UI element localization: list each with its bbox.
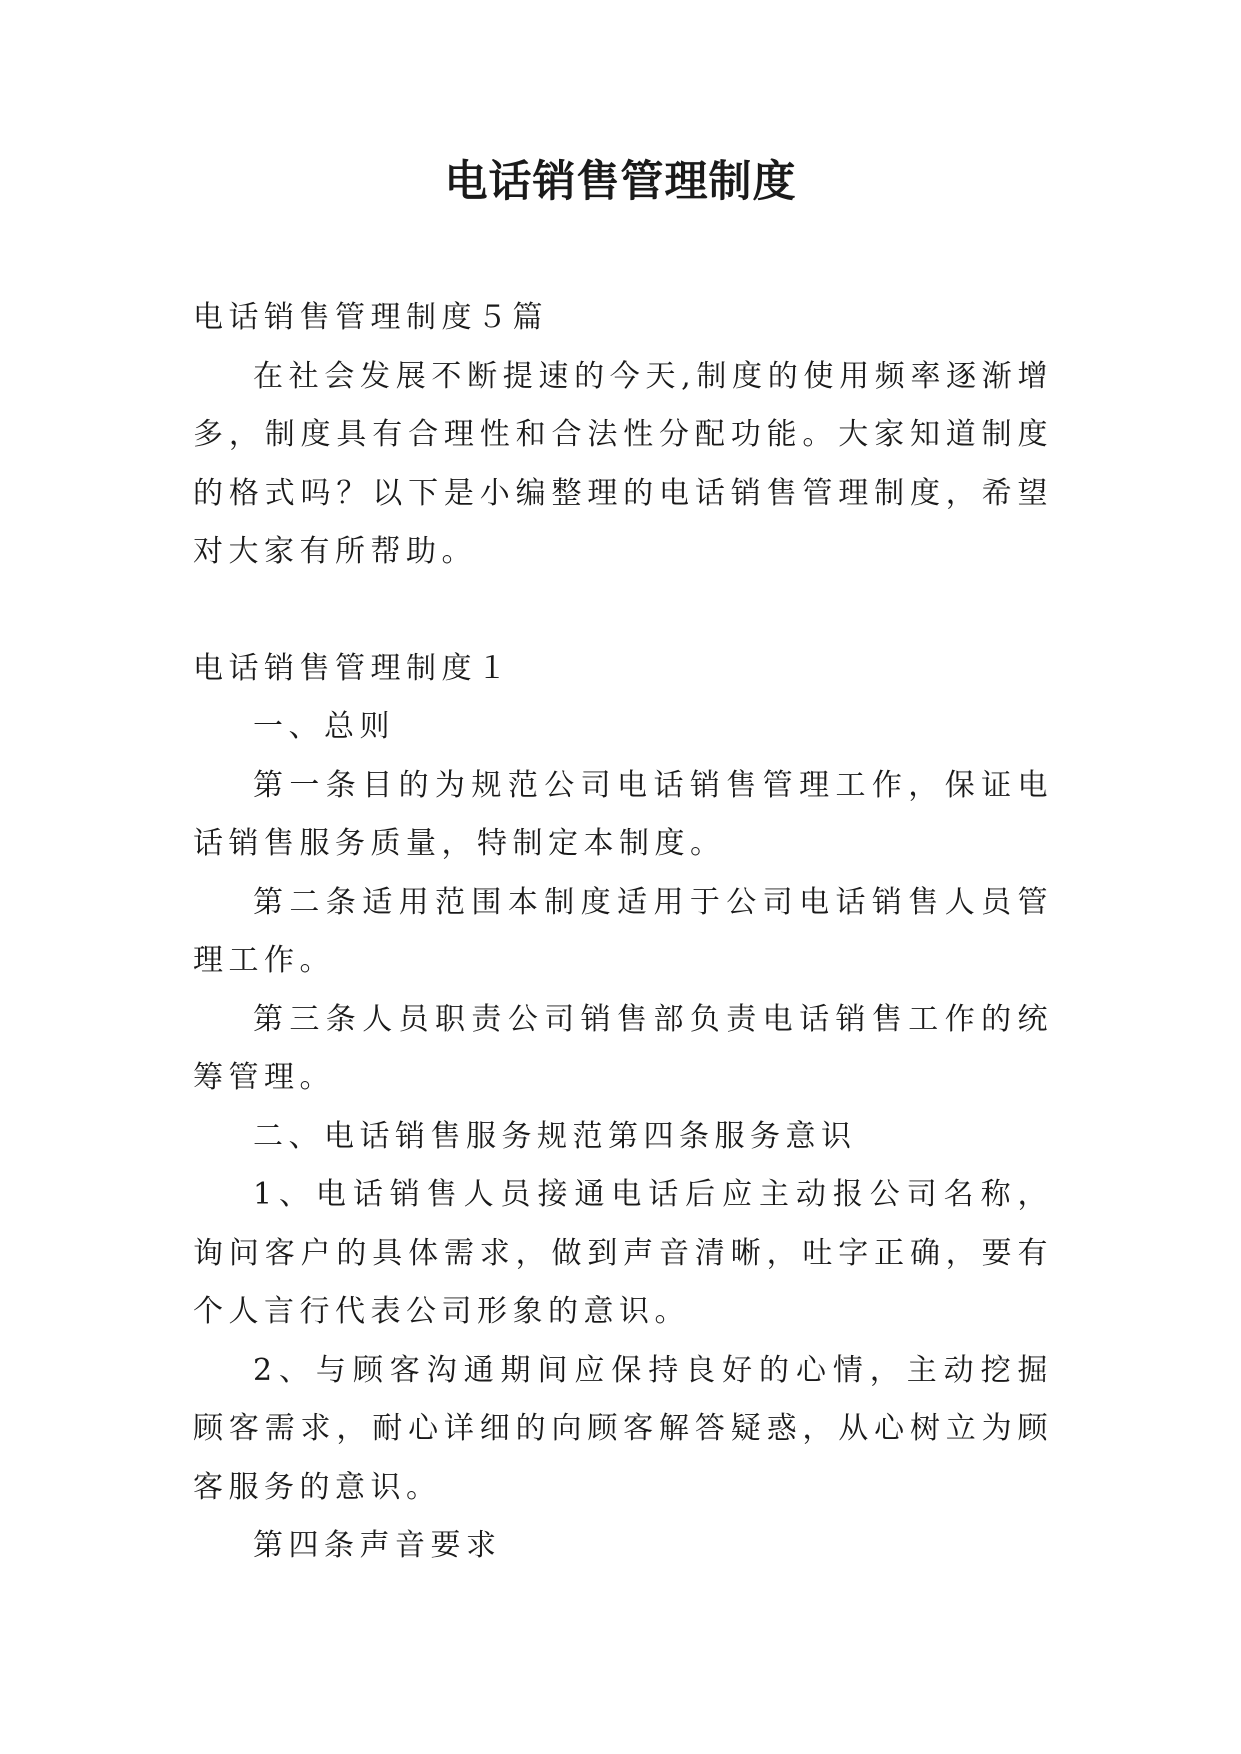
article-paragraph: 第三条人员职责公司销售部负责电话销售工作的统筹管理。 [193, 1001, 1053, 1095]
article-paragraph: 第一条目的为规范公司电话销售管理工作，保证电话销售服务质量，特制定本制度。 [193, 767, 1053, 861]
article-paragraph: 第二条适用范围本制度适用于公司电话销售人员管理工作。 [193, 884, 1053, 978]
intro-paragraph: 在社会发展不断提速的今天,制度的使用频率逐渐增多，制度具有合理性和合法性分配功能。大家知道制度的格式吗？以下是小编整理的电话销售管理制度，希望对大家有所帮助。 [193, 358, 1053, 569]
document-body [193, 289, 1053, 1576]
list-item-paragraph: 1、电话销售人员接通电话后应主动报公司名称，询问客户的具体需求，做到声音清晰，吐字正确，要有个人言行代表公司形象的意识。 [193, 1177, 1053, 1329]
document-subtitle: 电话销售管理制度５篇 [193, 300, 548, 335]
document-title: 电话销售管理制度 [444, 157, 797, 207]
section-heading: 电话销售管理制度１ [193, 650, 513, 686]
chapter-heading-general: 一、总则 [253, 709, 395, 744]
article-paragraph: 第四条声音要求 [253, 1528, 502, 1563]
chapter-heading-service: 二、电话销售服务规范第四条服务意识 [253, 1118, 857, 1154]
list-item-paragraph: 2、与顾客沟通期间应保持良好的心情，主动挖掘顾客需求，耐心详细的向顾客解答疑惑，从心树立为顾客服务的意识。 [193, 1352, 1053, 1505]
